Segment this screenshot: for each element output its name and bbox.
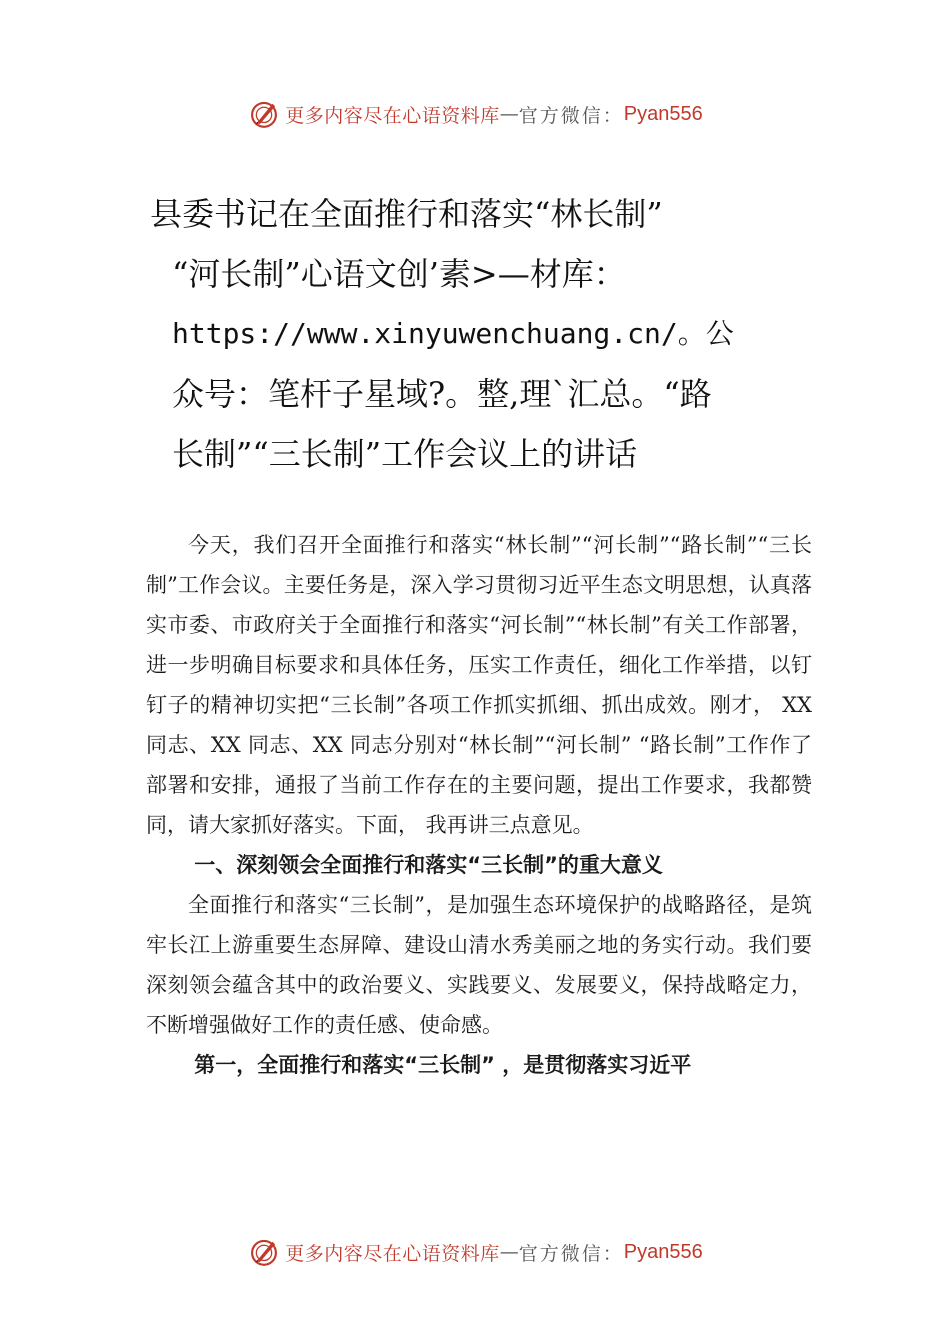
ink-brush-seal-icon <box>247 1235 281 1269</box>
wechat-label: 官方微信： <box>518 1242 624 1265</box>
header-banner <box>0 94 950 134</box>
title-line: “河长制”心语文创’素>—材库： <box>172 255 626 293</box>
wechat-label: 官方微信： <box>518 104 624 127</box>
ink-brush-seal-icon <box>247 97 281 131</box>
intro-paragraph: 今天，我们召开全面推行和落实“林长制”“河长制”“路长制”“三长制”工作会议。主要任务是，深入学习贯彻习近平生态文明思想，认真落实市委、市政府关于全面推行和落实“河长制”“林长制”有关工作部署，进一步明确目标要求和具体任务，压实工作责任，细化工作举措，以钉钉子的精神切实把“三长制”各项工作抓实抓细、抓出成效。刚才， XX 同志、XX 同志、XX 同志分别对“林长制”“河长制” “路长制”工作作了部署和安排，通报了当前工作存在的主要问题，提出工作要求，我都赞同，请大家抓好落实。下面， 我再讲三点意见。 <box>146 533 812 837</box>
wechat-id: Pyan556 <box>623 1240 703 1263</box>
title-line: 众号：笔杆子星域?。整,理`汇总。“路 <box>172 375 712 413</box>
document-title <box>150 184 810 484</box>
promo-text: 更多内容尽在心语资料库 <box>285 104 500 127</box>
body-paragraph: 全面推行和落实“三长制”，是加强生态环境保护的战略路径，是筑牢长江上游重要生态屏障、建设山清水秀美丽之地的务实行动。我们要深刻领会蕴含其中的政治要义、实践要义、发展要义，保持战略定力，不断增强做好工作的责任感、使命感。 <box>146 893 812 1037</box>
title-line-url: https://www.xinyuwenchuang.cn/。公 <box>172 317 734 350</box>
footer-banner <box>0 1232 950 1272</box>
subsection-heading: 第一，全面推行和落实“三长制” ，是贯彻落实习近平 <box>194 1053 692 1077</box>
title-line: 长制”“三长制”工作会议上的讲话 <box>172 435 638 473</box>
promo-text: 更多内容尽在心语资料库 <box>285 1242 500 1265</box>
section-heading: 一、深刻领会全面推行和落实“三长制”的重大意义 <box>194 853 663 877</box>
wechat-id: Pyan556 <box>623 102 703 125</box>
banner-separator: — <box>499 1241 519 1263</box>
banner-separator: — <box>499 103 519 125</box>
document-body <box>146 525 812 1085</box>
title-line: 县委书记在全面推行和落实“林长制” <box>150 195 663 233</box>
